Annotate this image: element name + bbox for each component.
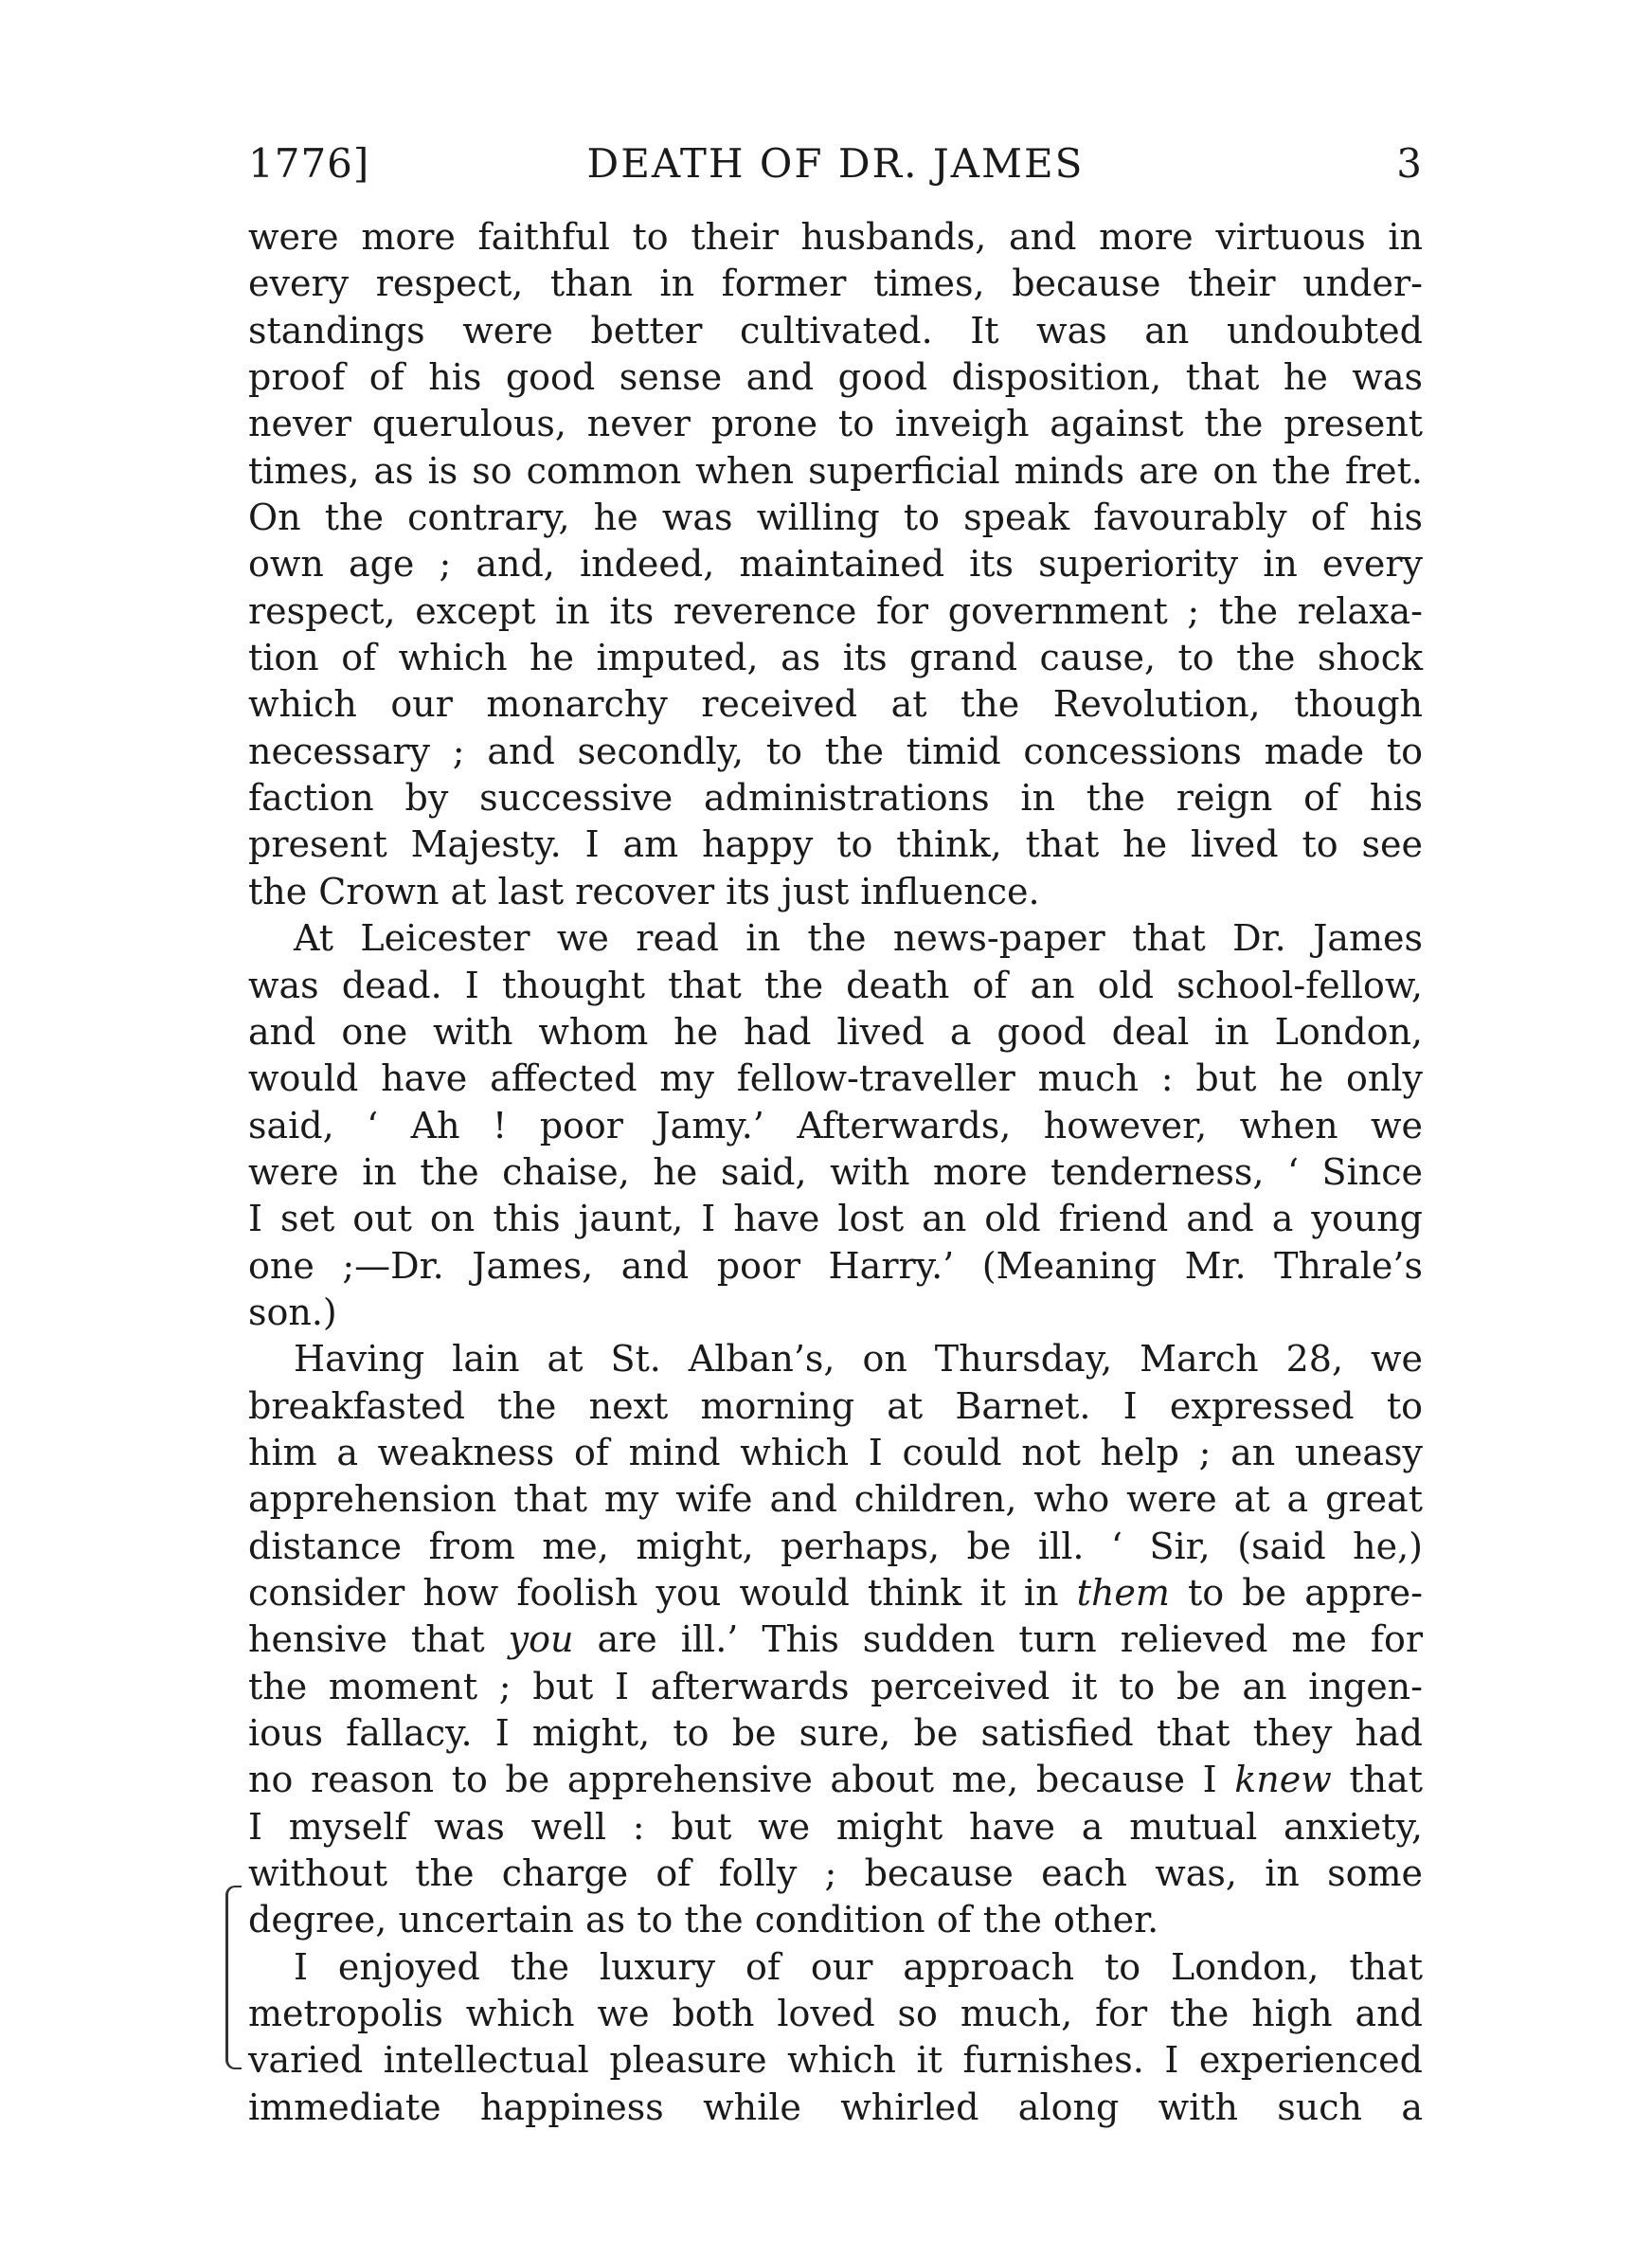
page-number: 3 — [1396, 140, 1423, 187]
text-line: him a weakness of mind which I could not help ; an uneasy — [248, 1431, 1423, 1473]
text-line: were in the chaise, he said, with more tenderness, ‘ Since — [248, 1150, 1423, 1193]
text-line: Having lain at St. Alban’s, on Thursday, March 28, we — [294, 1338, 1423, 1381]
running-head-title: DEATH OF DR. JAMES — [586, 140, 1085, 187]
text-line: I set out on this jaunt, I have lost an old friend and a young — [248, 1198, 1423, 1240]
text-line: own age ; and, indeed, maintained its superiority in every — [248, 543, 1423, 586]
text-line: the Crown at last recover its just influence. — [248, 870, 1040, 912]
text-line: On the contrary, he was willing to speak favourably of his — [248, 497, 1423, 539]
text-line: would have affected my fellow-traveller much : but he only — [248, 1057, 1423, 1100]
text-line: without the charge of folly ; because each was, in some — [248, 1852, 1423, 1895]
text-line: varied intellectual pleasure which it furnishes. I experienced — [248, 2039, 1423, 2082]
text-line: every respect, than in former times, because their under- — [248, 262, 1423, 305]
text-line: standings were better cultivated. It was an undoubted — [248, 309, 1423, 352]
margin-bracket-mark — [225, 1886, 242, 2069]
text-run: that — [1331, 1759, 1423, 1801]
text-line: breakfasted the next morning at Barnet. I expressed to — [248, 1384, 1423, 1427]
text-line — [248, 1757, 1423, 1803]
italic-text: knew — [1234, 1759, 1332, 1801]
text-line: were more faithful to their husbands, and more virtuous in — [248, 216, 1423, 258]
text-line: faction by successive administrations in the reign of his — [248, 777, 1423, 820]
text-line: necessary ; and secondly, to the timid concessions made to — [248, 730, 1423, 772]
text-line: son.) — [248, 1291, 337, 1333]
text-run: are ill.’ This sudden turn relieved me for — [573, 1618, 1423, 1661]
text-run: to be appre- — [1169, 1571, 1423, 1614]
text-line: ious fallacy. I might, to be sure, be satisfied that they had — [248, 1712, 1423, 1754]
text-line: was dead. I thought that the death of an old school-fellow, — [248, 964, 1423, 1006]
text-run: hensive that — [248, 1618, 509, 1661]
text-line: which our monarchy received at the Revolution, though — [248, 683, 1423, 726]
italic-text: them — [1076, 1571, 1170, 1614]
text-line: I myself was well : but we might have a mutual anxiety, — [248, 1805, 1423, 1848]
italic-text: you — [508, 1618, 574, 1661]
text-line: the moment ; but I afterwards perceived it to be an ingen- — [248, 1665, 1423, 1707]
text-line: At Leicester we read in the news-paper that Dr. James — [294, 917, 1423, 960]
text-run: consider how foolish you would think it in — [248, 1571, 1077, 1614]
text-line: and one with whom he had lived a good deal in London, — [248, 1010, 1423, 1053]
text-line: never querulous, never prone to inveigh against the present — [248, 403, 1423, 445]
text-line: tion of which he imputed, as its grand cause, to the shock — [248, 637, 1423, 679]
text-run: no reason to be apprehensive about me, because I — [248, 1759, 1235, 1801]
text-line — [248, 1570, 1423, 1616]
text-line: times, as is so common when superficial minds are on the fret. — [248, 449, 1423, 492]
text-line: respect, except in its reverence for government ; the relaxa- — [248, 589, 1423, 632]
running-head — [248, 140, 1423, 207]
text-line: present Majesty. I am happy to think, that he lived to see — [248, 823, 1423, 866]
text-line: metropolis which we both loved so much, for the high and — [248, 1993, 1423, 2035]
running-head-year: 1776] — [248, 140, 370, 187]
text-line: immediate happiness while whirled along with such a — [248, 2085, 1423, 2128]
text-line: one ;—Dr. James, and poor Harry.’ (Meaning Mr. Thrale’s — [248, 1244, 1423, 1287]
text-line: distance from me, might, perhaps, be ill. ‘ Sir, (said he,) — [248, 1525, 1423, 1567]
text-line — [248, 1616, 1423, 1663]
text-line: I enjoyed the luxury of our approach to London, that — [294, 1945, 1423, 1988]
text-line: proof of his good sense and good disposition, that he was — [248, 356, 1423, 399]
text-line: degree, uncertain as to the condition of the other. — [248, 1899, 1159, 1941]
body-text — [248, 214, 1423, 2131]
text-line: apprehension that my wife and children, who were at a great — [248, 1478, 1423, 1521]
text-line: said, ‘ Ah ! poor Jamy.’ Afterwards, however, when we — [248, 1104, 1423, 1147]
